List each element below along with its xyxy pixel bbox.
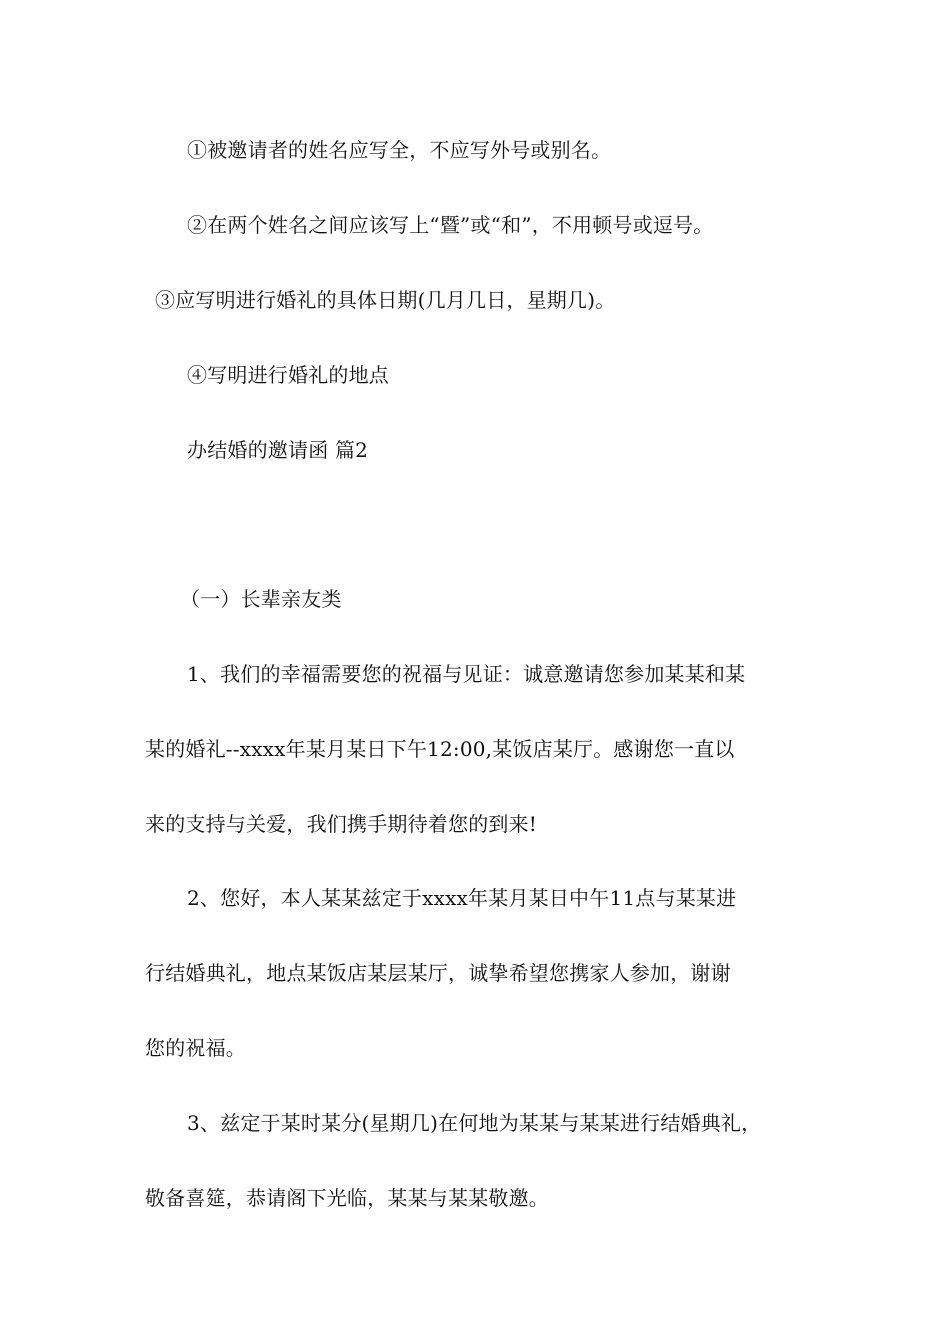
note-4: ④写明进行婚礼的地点 <box>187 363 389 387</box>
note-1: ①被邀请者的姓名应写全，不应写外号或别名。 <box>187 138 612 162</box>
item-1-line-3: 来的支持与关爱，我们携手期待着您的到来! <box>145 812 538 836</box>
item-2-line-2: 行结婚典礼，地点某饭店某层某厅，诚挚希望您携家人参加，谢谢 <box>145 961 731 985</box>
item-1-line-1: 1、我们的幸福需要您的祝福与见证：诚意邀请您参加某某和某 <box>187 662 746 686</box>
note-3: ③应写明进行婚礼的具体日期(几月几日，星期几)。 <box>155 288 616 312</box>
category-heading: （一）长辈亲友类 <box>180 587 342 611</box>
item-2-line-3: 您的祝福。 <box>145 1036 246 1060</box>
note-2: ②在两个姓名之间应该写上“暨”或“和”，不用顿号或逗号。 <box>187 213 714 237</box>
item-1-line-2: 某的婚礼--xxxx年某月某日下午12:00,某饭店某厅。感谢您一直以 <box>145 737 735 761</box>
item-3-line-1: 3、兹定于某时某分(星期几)在何地为某某与某某进行结婚典礼， <box>187 1111 762 1135</box>
item-3-line-2: 敬备喜筵，恭请阁下光临，某某与某某敬邀。 <box>145 1186 549 1210</box>
item-2-line-1: 2、您好，本人某某兹定于xxxx年某月某日中午11点与某某进 <box>187 886 737 910</box>
section-title: 办结婚的邀请函 篇2 <box>187 438 369 462</box>
